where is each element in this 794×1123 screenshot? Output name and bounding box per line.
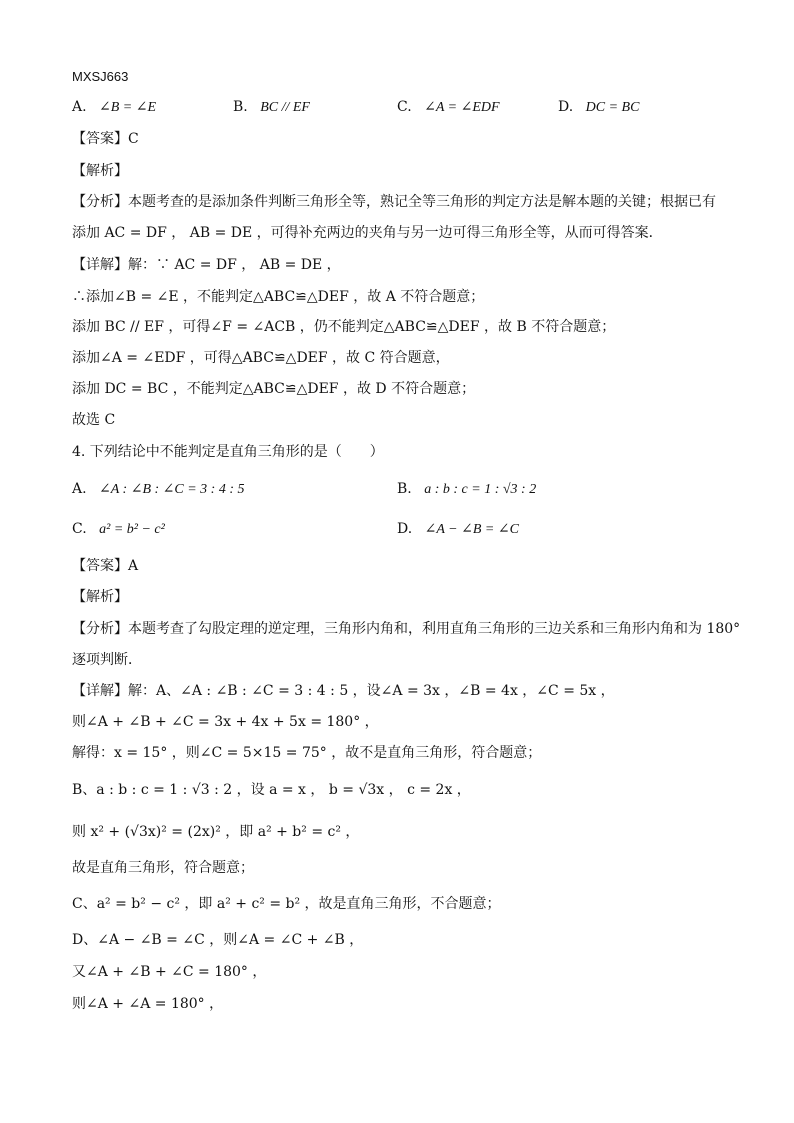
answer-label: 【答案】 (72, 558, 128, 574)
option-text: ∠A = ∠EDF (424, 100, 500, 115)
option-text: ∠A − ∠B = ∠C (424, 522, 519, 537)
q4-solution-line: 则∠A + ∠A = 180° ， (72, 996, 224, 1012)
solution-line: 解：∵ AC = DF ， AB = DE ， (128, 257, 341, 273)
q3-option-d (558, 97, 639, 118)
option-key: A. (72, 99, 87, 115)
q4-jiexi-label: 【解析】 (72, 589, 128, 605)
q4-option-c (72, 519, 165, 540)
q3-option-a (72, 97, 156, 118)
q3-solution-line: 故选 C (72, 412, 116, 428)
q4-solution-line: 解得：x = 15° ，则∠C = 5×15 = 75° ，故不是直角三角形，符合题意； (72, 745, 542, 761)
q3-solution-line: 添加 DC = BC ，不能判定△ABC≌△DEF ，故 D 不符合题意； (72, 381, 476, 397)
option-key: B. (397, 481, 412, 497)
q4-fenxi (72, 619, 740, 639)
q3-solution-line: ∴添加∠B = ∠E ，不能判定△ABC≌△DEF ，故 A 不符合题意； (72, 289, 485, 305)
q4-option-a (72, 479, 245, 500)
solution-line: 解：A、∠A : ∠B : ∠C = 3 : 4 : 5 ，设∠A = 3x ，∠B = 4x ，∠C = 5x ， (128, 683, 615, 699)
option-text: ∠B = ∠E (99, 100, 157, 115)
q4-solution-line: 又∠A + ∠B + ∠C = 180° ， (72, 964, 267, 980)
q4-answer (72, 556, 138, 576)
q3-fenxi-line2: 添加 AC = DF ， AB = DE ，可得补充两边的夹角与另一边可得三角形全等，从而可得答案． (72, 225, 663, 241)
q4-option-b (397, 479, 536, 500)
q4-solution-line: 则 x² + (√3x)² = (2x)² ，即 a² + b² = c² ， (72, 824, 360, 840)
fenxi-text: 本题考查的是添加条件判断三角形全等，熟记全等三角形的判定方法是解本题的关键；根据已有 (128, 194, 716, 210)
answer-label: 【答案】 (72, 131, 128, 147)
q4-stem: 4. 下列结论中不能判定是直角三角形的是（ ） (72, 444, 384, 460)
q3-jiexi-label: 【解析】 (72, 163, 128, 179)
answer-value: A (128, 558, 139, 574)
q3-option-b (233, 97, 310, 118)
option-key: D. (558, 99, 574, 115)
option-key: D. (397, 521, 413, 537)
option-key: C. (72, 521, 87, 537)
q4-option-d (397, 519, 519, 540)
q4-xiangjie (72, 681, 615, 701)
option-key: A. (72, 481, 87, 497)
q4-fenxi-line2: 逐项判断． (72, 652, 142, 668)
q3-xiangjie (72, 255, 341, 275)
xiangjie-label: 【详解】 (72, 257, 128, 273)
option-key: B. (233, 99, 248, 115)
q3-answer (72, 129, 139, 149)
option-text: a : b : c = 1 : √3 : 2 (424, 482, 537, 497)
option-key: C. (397, 99, 412, 115)
option-text: a² = b² − c² (99, 522, 165, 537)
q3-solution-line: 添加 BC // EF ，可得∠F = ∠ACB ，仍不能判定△ABC≌△DEF ，故 B 不符合题意； (72, 319, 616, 335)
answer-value: C (128, 131, 139, 147)
q4-solution-line: D、∠A − ∠B = ∠C ，则∠A = ∠C + ∠B ， (72, 932, 364, 948)
fenxi-label: 【分析】 (72, 621, 128, 637)
q3-option-c (397, 97, 500, 118)
q4-solution-line: 则∠A + ∠B + ∠C = 3x + 4x + 5x = 180° ， (72, 714, 379, 730)
q4-solution-line: 故是直角三角形，符合题意； (72, 860, 254, 876)
fenxi-label: 【分析】 (72, 194, 128, 210)
option-text: ∠A : ∠B : ∠C = 3 : 4 : 5 (99, 482, 245, 497)
option-text: DC = BC (585, 100, 640, 115)
q3-solution-line: 添加∠A = ∠EDF ，可得△ABC≌△DEF ，故 C 符合题意， (72, 350, 450, 366)
document-code: MXSJ663 (72, 69, 129, 84)
fenxi-text: 本题考查了勾股定理的逆定理，三角形内角和，利用直角三角形的三边关系和三角形内角和为 180° (128, 621, 741, 637)
q4-solution-line: C、a² = b² − c² ，即 a² + c² = b² ，故是直角三角形，不合题意； (72, 896, 501, 912)
q4-solution-line: B、a : b : c = 1 : √3 : 2 ，设 a = x ， b = √3x ， c = 2x ， (72, 782, 471, 798)
q3-fenxi (72, 192, 716, 212)
option-text: BC // EF (260, 100, 310, 115)
xiangjie-label: 【详解】 (72, 683, 128, 699)
